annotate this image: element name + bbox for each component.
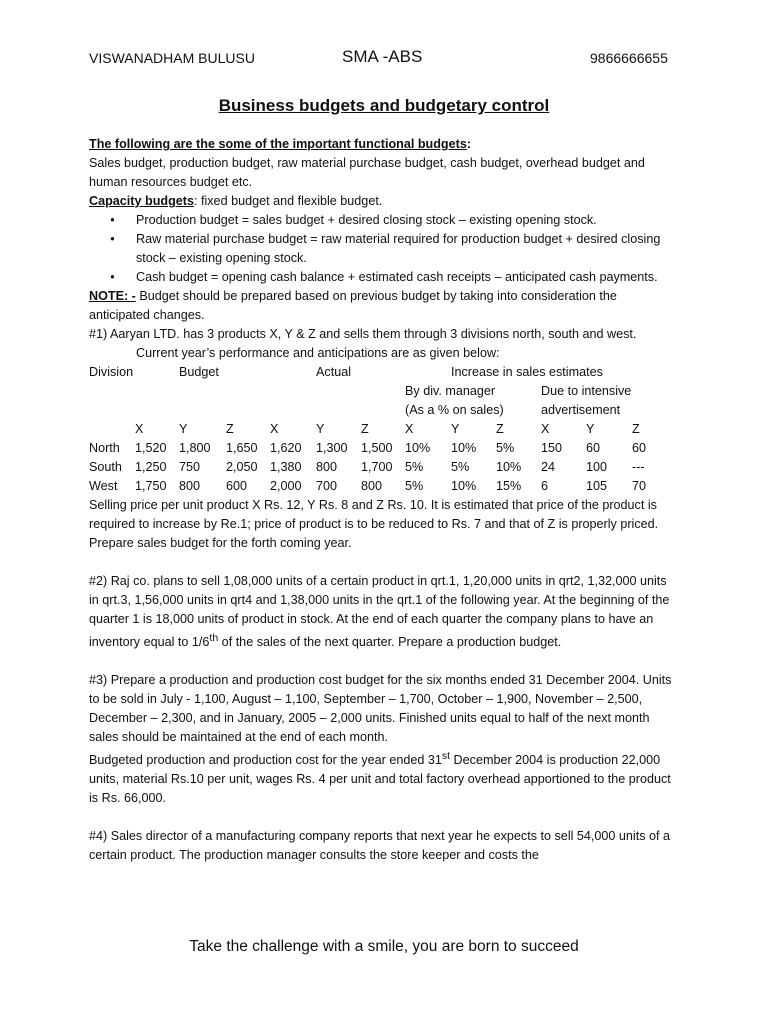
product-header: Y [316,422,325,436]
table-cell: 1,620 [270,441,302,455]
q3-text1: #3) Prepare a production and production cost budget for the six months ended 31 December 2004. Units to be sold in July - 1,100, August – 1,100, September – 1,700, October – 1,900, November – 2,500, December – 2,300, and in January, 2005 – 2,000 units. Finished units equal to half of the next month sales should be maintained at the end of each month. [89,673,672,745]
bullet-icon: • [110,213,115,227]
row-division: South [89,460,122,474]
bullet-item [89,211,679,230]
product-header: Y [179,422,188,436]
product-header: X [541,422,550,436]
bullet-text: Production budget = sales budget + desired closing stock – existing opening stock. [136,213,597,227]
table-cell: 60 [632,441,647,455]
section1-heading [89,135,679,154]
row-division: West [89,479,118,493]
table-cell: 750 [179,460,201,474]
table-cell: 800 [361,479,383,493]
q1-intro: #1) Aaryan LTD. has 3 products X, Y & Z and sells them through 3 divisions north, south and west. [89,327,637,341]
table-cell: --- [632,460,645,474]
table-cell: 5% [451,460,470,474]
header-course: SMA -ABS [342,47,423,66]
spacer [89,652,679,671]
col-division: Division [89,365,134,379]
footer-motto: Take the challenge with a smile, you are born to succeed [189,938,579,955]
col-adv: Due to intensive [541,384,632,398]
q2-text-b: of the sales of the next quarter. Prepare a production budget. [218,635,562,650]
product-header: X [135,422,144,436]
section1-text: Sales budget, production budget, raw material purchase budget, cash budget, overhead budget and human resources budget etc. [89,156,645,189]
table-cell: 600 [226,479,248,493]
product-header: Z [496,422,504,436]
table-cell: 6 [541,479,549,493]
q1-sub: Current year’s performance and anticipations are as given below: [136,346,500,360]
table-cell: 10% [451,479,477,493]
table-cell: 24 [541,460,556,474]
table-cell: 2,000 [270,479,302,493]
capacity-text: : fixed budget and flexible budget. [193,194,383,208]
sales-table [89,363,679,496]
col-adv-2: advertisement [541,403,621,417]
col-by-div: By div. manager [405,384,496,398]
capacity-label: Capacity budgets [89,194,194,208]
table-cell: 1,800 [179,441,211,455]
table-cell: 800 [316,460,338,474]
bullet-icon: • [110,232,115,246]
bullet-icon: • [110,270,115,284]
spacer [89,808,679,827]
table-cell: 700 [316,479,338,493]
table-cell: 2,050 [226,460,258,474]
table-cell: 1,700 [361,460,393,474]
table-cell: 1,520 [135,441,167,455]
product-header: X [270,422,279,436]
q2-text [89,572,679,652]
table-cell: 10% [405,441,431,455]
table-cell: 10% [496,460,522,474]
spacer [89,553,679,572]
product-header: Y [586,422,595,436]
table-cell: 1,250 [135,460,167,474]
q3-text2-b: December 2004 is production 22,000 units, material Rs.10 per unit, wages Rs. 4 per unit and total factory overhead apportioned to the product is Rs. 66,000. [89,753,671,806]
col-by-div-2: (As a % on sales) [405,403,504,417]
page-title: Business budgets and budgetary control [218,96,550,115]
product-header: Z [361,422,369,436]
heading-colon: : [466,137,472,151]
table-cell: 1,650 [226,441,258,455]
product-header: Z [632,422,640,436]
table-cell: 60 [586,441,601,455]
table-cell: 1,500 [361,441,393,455]
q3-text2-a: Budgeted production and production cost for the year ended 31 [89,753,442,768]
table-cell: 15% [496,479,522,493]
table-cell: 800 [179,479,201,493]
table-cell: 1,380 [270,460,302,474]
note-line [89,287,679,325]
q1-closing: Selling price per unit product X Rs. 12, Y Rs. 8 and Z Rs. 10. It is estimated that price of the product is required to increase by Re.1; price of product is to be reduced to Rs. 7 and that of Z is properly priced. Prepare sales budget for the forth coming year. [89,498,659,550]
product-header: Z [226,422,234,436]
bullet-text: Raw material purchase budget = raw material required for production budget + desired closing stock – existing opening stock. [136,232,661,265]
table-cell: 10% [451,441,477,455]
table-cell: 1,300 [316,441,348,455]
row-division: North [89,441,120,455]
header-phone: 9866666655 [590,50,668,66]
table-cell: 1,750 [135,479,167,493]
table-cell: 5% [496,441,515,455]
bullet-text: Cash budget = opening cash balance + estimated cash receipts – anticipated cash payments. [136,270,658,284]
document-body [89,135,679,865]
col-budget: Budget [179,365,219,379]
product-header: Y [451,422,460,436]
col-actual: Actual [316,365,352,379]
table-cell: 70 [632,479,647,493]
table-cell: 150 [541,441,563,455]
q2-sup: th [209,632,219,644]
functional-budgets-heading: The following are the some of the important functional budgets [89,137,467,151]
table-cell: 5% [405,479,424,493]
header-author: VISWANADHAM BULUSU [89,50,255,66]
note-text: Budget should be prepared based on previous budget by taking into consideration the anticipated changes. [89,289,617,322]
product-header: X [405,422,414,436]
q4-text: #4) Sales director of a manufacturing company reports that next year he expects to sell 54,000 units of a certain product. The production manager consults the store keeper and costs the [89,829,671,863]
col-increase: Increase in sales estimates [451,365,603,379]
note-label: NOTE: - [89,289,136,303]
table-cell: 100 [586,460,608,474]
bullet-item [89,230,679,268]
table-cell: 105 [586,479,608,493]
bullet-item [89,268,679,287]
q3-sup: st [441,750,451,763]
table-cell: 5% [405,460,424,474]
q2-text-a: #2) Raj co. plans to sell 1,08,000 units of a certain product in qrt.1, 1,20,000 units in qrt2, 1,32,000 units in qrt.3, 1,56,000 units in qrt4 and 1,38,000 units in the qrt.1 of the following year. At the beginning of the quarter 1 is 18,000 units of product in stock. At the end of each quarter the company plans to have an inventory equal to 1/6 [89,574,670,650]
q3-text2 [89,747,679,808]
capacity-line [89,192,679,211]
